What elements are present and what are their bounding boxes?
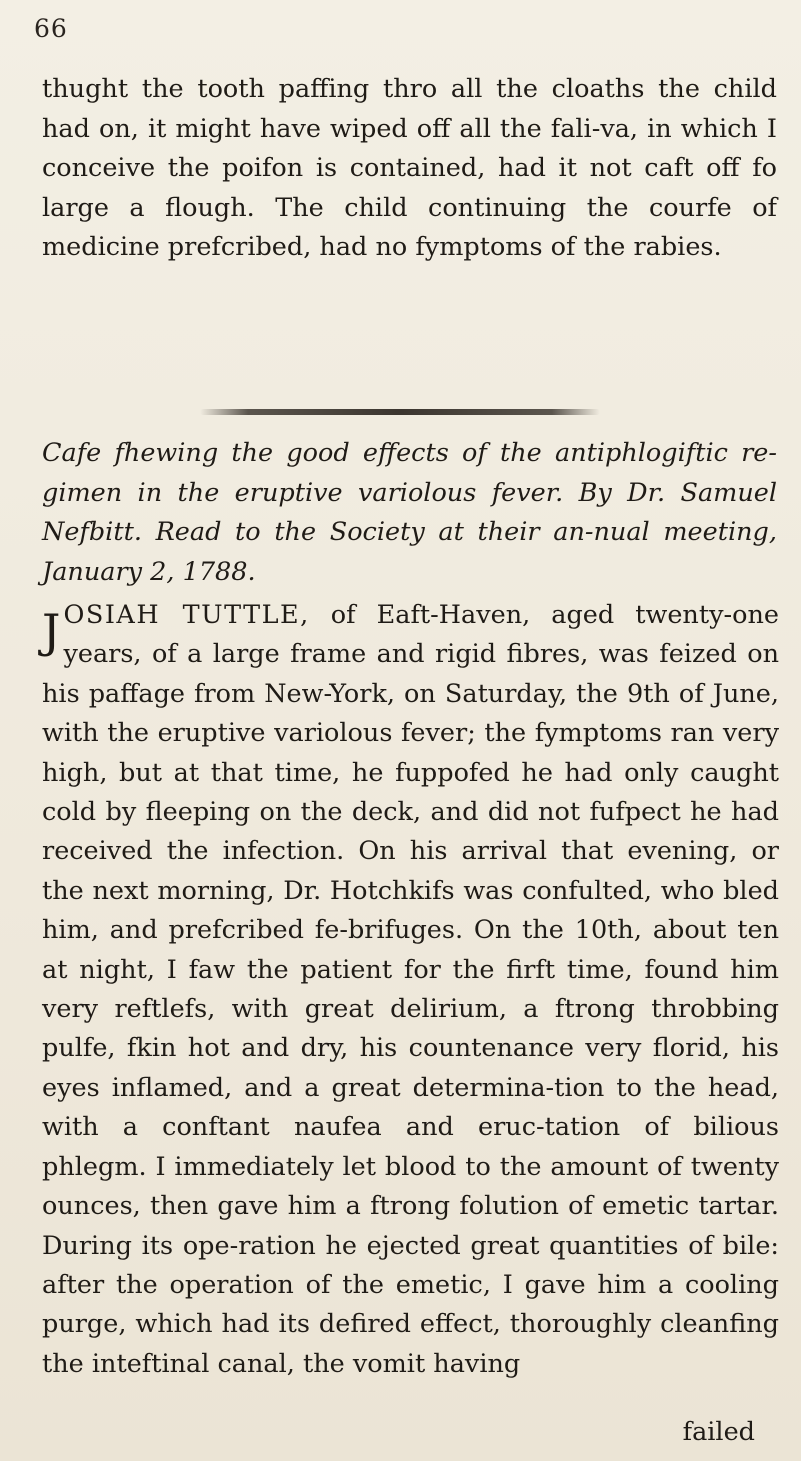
- page-number: 66: [34, 14, 68, 43]
- case-heading: [42, 434, 777, 592]
- case-heading-text: Cafe fhewing the good effects of the antiphlogiftic re-gimen in the eruptive variolous fever. By Dr. Samuel Nefbitt. Read to the Society at their an-nual meeting, January 2, 1788.: [42, 438, 777, 587]
- section-divider-rule: [200, 409, 600, 415]
- continuation-paragraph: [42, 70, 777, 268]
- case-body-text: of Eaft-Haven, aged twenty-one years, of a large frame and rigid fibres, was feized on his paffage from New-York, on Saturday, the 9th of June, with the eruptive variolous fever; the fymptoms ran very high, but at that time, he fuppofed he had only caught cold by fleeping on the deck, and did not fufpect he had received the infection. On his arrival that evening, or the next morning, Dr. Hotchkifs was confulted, who bled him, and prefcribed fe-brifuges. On the 10th, about ten at night, I faw the patient for the firft time, found him very reftlefs, with great delirium, a ftrong throbbing pulfe, fkin hot and dry, his countenance very florid, his eyes inflamed, and a great determina-tion to the head, with a conftant naufea and eruc-tation of bilious phlegm. I immediately let blood to the amount of twenty ounces, then gave him a ftrong folution of emetic tartar. During its ope-ration he ejected great quantities of bile: after the operation of the emetic, I gave him a cooling purge, which had its defired effect, thoroughly cleanfing the inteftinal canal, the vomit having: [42, 600, 779, 1379]
- case-body: [42, 596, 779, 1384]
- patient-name: OSIAH TUTTLE,: [63, 600, 310, 630]
- catchword: failed: [682, 1417, 755, 1447]
- case-body-paragraph: [42, 596, 779, 1384]
- drop-cap: J: [42, 604, 61, 658]
- continuation-text: thught the tooth paffing thro all the cloaths the child had on, it might have wiped off all the fali-va, in which I conceive the poifon is contained, had it not caft off fo large a flough. The child continuing the courfe of medicine prefcribed, had no fymptoms of the rabies.: [42, 74, 777, 262]
